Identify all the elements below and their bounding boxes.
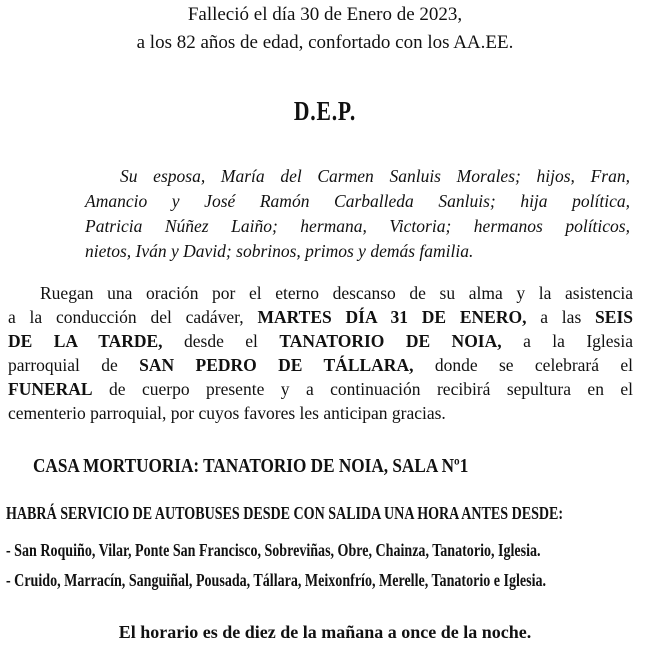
parish-church: SAN PEDRO DE TÁLLARA, xyxy=(139,355,414,375)
request-line-5 xyxy=(8,379,633,400)
family-line-2: Amancio y José Ramón Carballeda Sanluis; hija política, xyxy=(85,191,630,211)
family-line-4: nietos, Iván y David; sobrinos, primos y demás familia. xyxy=(85,241,474,261)
request-line-1: Ruegan una oración por el eterno descanso de su alma y la asistencia xyxy=(40,283,633,303)
request-line-3 xyxy=(8,331,633,352)
request-text: desde el xyxy=(184,331,258,351)
request-text: de cuerpo presente y a continuación recibirá sepultura en el xyxy=(109,379,634,399)
age-line: a los 82 años de edad, confortado con los AA.EE. xyxy=(136,32,514,53)
bus-service-heading: HABRÁ SERVICIO DE AUTOBUSES DESDE CON SALIDA UNA HORA ANTES DESDE: xyxy=(6,503,564,523)
request-text: a la conducción del cadáver, xyxy=(8,307,244,327)
bus-route-2: - Cruido, Marracín, Sanguiñal, Pousada, Tállara, Meixonfrío, Merelle, Tanatorio e Iglesia. xyxy=(6,570,547,590)
dep-heading: D.E.P. xyxy=(293,96,357,126)
request-line-2 xyxy=(8,307,633,328)
schedule-note: El horario es de diez de la mañana a once de la noche. xyxy=(118,622,532,642)
funeral-home: TANATORIO DE NOIA, xyxy=(279,331,502,351)
request-text: parroquial de xyxy=(8,355,118,375)
death-date-line: Falleció el día 30 de Enero de 2023, xyxy=(187,4,463,25)
funeral-hour: SEIS xyxy=(595,307,633,327)
funeral-word: FUNERAL xyxy=(8,379,93,399)
request-text: a las xyxy=(540,307,582,327)
mortuary-house-heading: CASA MORTUORIA: TANATORIO DE NOIA, SALA Nº1 xyxy=(33,455,469,477)
funeral-hour: DE LA TARDE, xyxy=(8,331,163,351)
family-line-1: Su esposa, María del Carmen Sanluis Morales; hijos, Fran, xyxy=(120,166,630,186)
request-text: a la Iglesia xyxy=(523,331,633,351)
request-line-6: cementerio parroquial, por cuyos favores les anticipan gracias. xyxy=(8,403,446,423)
request-text: donde se celebrará el xyxy=(434,355,634,375)
family-line-3: Patricia Núñez Laiño; hermana, Victoria; hermanos políticos, xyxy=(85,216,630,236)
bus-route-1: - San Roquiño, Vilar, Ponte San Francisco, Sobreviñas, Obre, Chainza, Tanatorio, Iglesia. xyxy=(6,540,541,560)
request-line-4 xyxy=(8,355,633,376)
funeral-day: MARTES DÍA 31 DE ENERO, xyxy=(257,307,527,327)
